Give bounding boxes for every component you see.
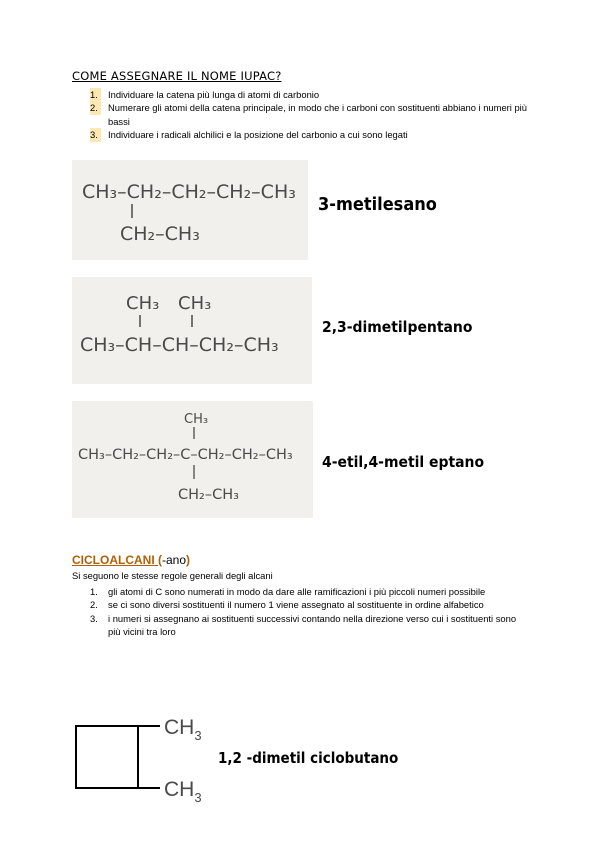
cyclobutane-drawing (70, 712, 220, 812)
section-intro: Si seguono le stesse regole generali degli alcani (72, 570, 273, 581)
svg-text:CH₂–CH₃: CH₂–CH₃ (120, 223, 200, 245)
list-text: Individuare la catena più lunga di atomi di carbonio (108, 89, 320, 100)
handwritten-formula (72, 160, 308, 260)
section-title-cicloalcani (72, 553, 190, 567)
formula-image-2-3-dimetilpentano (72, 277, 312, 384)
compound-name: 2,3-dimetilpentano (322, 318, 473, 336)
cyclo-rules-list (90, 585, 520, 639)
list-item (90, 612, 520, 639)
compound-name: 3-metilesano (318, 194, 437, 215)
list-item (90, 128, 530, 141)
compound-name: 1,2 -dimetil ciclobutano (218, 749, 399, 767)
list-text: Individuare i radicali alchilici e la posizione del carbonio a cui sono legati (108, 129, 408, 141)
svg-text:CH₃–CH₂–CH₂–CH₂–CH₃: CH₃–CH₂–CH₂–CH₂–CH₃ (82, 181, 296, 203)
list-item (90, 101, 530, 128)
svg-text:CH₂–CH₃: CH₂–CH₃ (178, 487, 239, 503)
section-suffix: -ano (162, 553, 187, 567)
list-text: i numeri si assegnano ai sostituenti successivi contando nella direzione verso cui i sostituenti sono più vicini tra loro (108, 612, 517, 638)
list-text: Numerare gli atomi della catena principale, in modo che i carboni con sostituenti abbiano i numeri più bassi (108, 102, 527, 127)
formula-image-3-metilesano (72, 160, 308, 260)
svg-text:CH₃: CH₃ (184, 412, 209, 427)
list-item (90, 598, 520, 611)
handwritten-formula (72, 277, 312, 384)
handwritten-formula (72, 401, 313, 518)
paren-open: ( (158, 553, 162, 567)
substituent-ch3-top: $CH_3$ (164, 716, 202, 743)
list-item (90, 88, 530, 101)
substituent-ch3-bottom: $CH_3$ (164, 778, 202, 805)
svg-text:CH₃–CH–CH–CH₂–CH₃: CH₃–CH–CH–CH₂–CH₃ (80, 334, 279, 356)
naming-steps-list (90, 88, 530, 142)
cyclobutane-structure (70, 712, 220, 812)
list-text: se ci sono diversi sostituenti il numero 1 viene assegnato al sostituente in ordine alfabetico (108, 599, 484, 611)
list-text: gli atomi di C sono numerati in modo da dare alle ramificazioni i più piccoli numeri possibile (108, 586, 486, 597)
compound-name: 4-etil,4-metil eptano (322, 453, 485, 471)
svg-text:CH₃: CH₃ (126, 293, 160, 314)
page-heading: COME ASSEGNARE IL NOME IUPAC? (72, 69, 282, 83)
formula-image-4-etil-4-metil-eptano (72, 401, 313, 518)
list-number: 2. (90, 599, 98, 611)
list-number: 2. (90, 101, 101, 114)
svg-text:CH₃: CH₃ (178, 293, 212, 314)
section-title-text: CICLOALCANI (72, 553, 158, 567)
svg-text:CH₃–CH₂–CH₂–C–CH₂–CH₂–CH₃: CH₃–CH₂–CH₂–C–CH₂–CH₂–CH₃ (78, 447, 293, 463)
list-number: 3. (90, 128, 101, 141)
list-number: 1. (90, 586, 98, 597)
list-number: 3. (90, 612, 98, 624)
list-number: 1. (90, 88, 101, 101)
ring-square (76, 726, 138, 788)
list-item (90, 585, 520, 598)
paren-close: ) (186, 553, 191, 567)
